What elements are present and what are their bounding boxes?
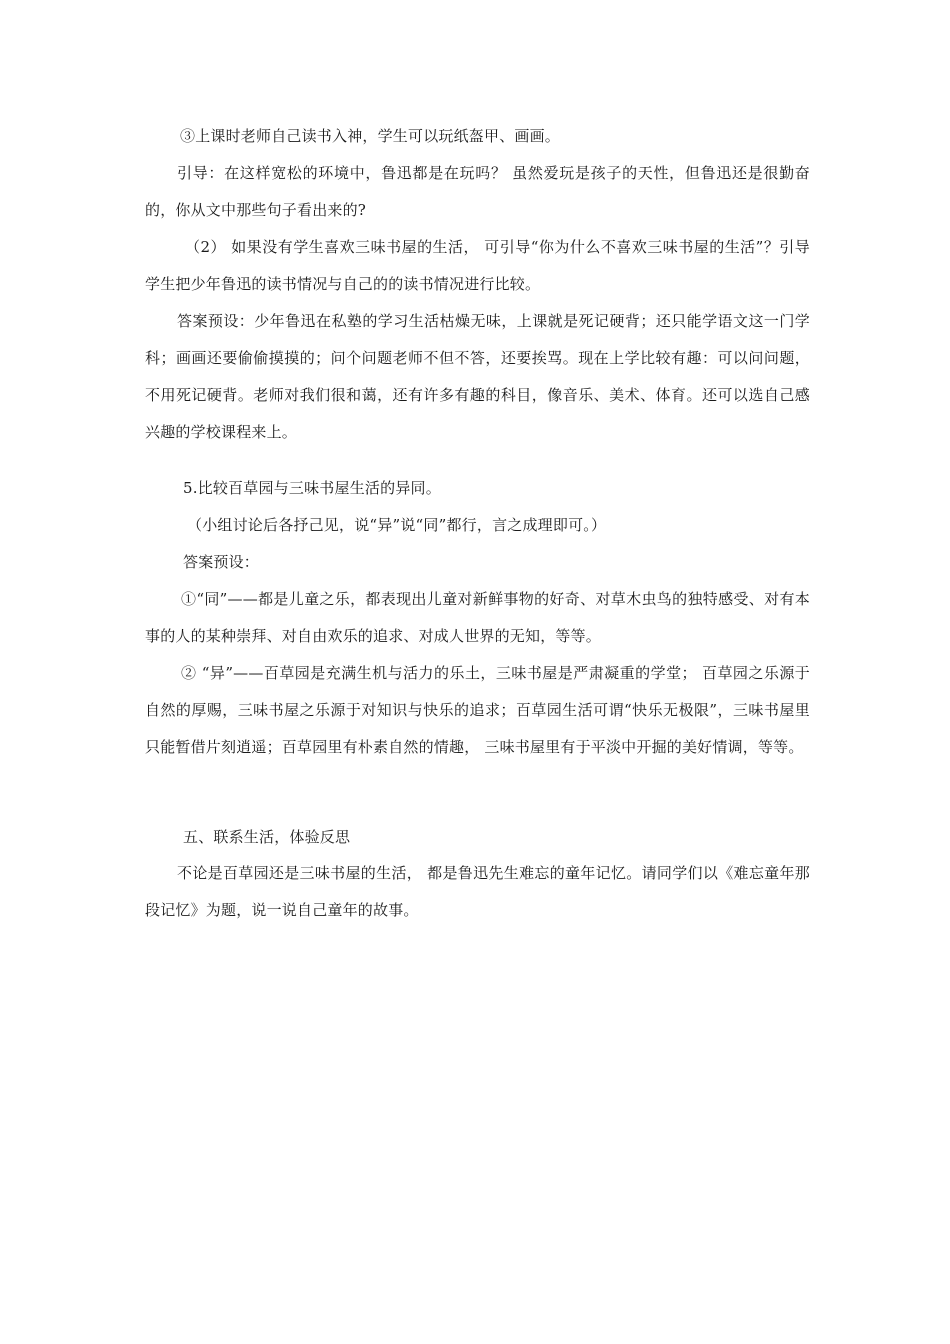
paragraph-life-reflection: 不论是百草园还是三味书屋的生活， 都是鲁迅先生难忘的童年记忆。请同学们以《难忘童年那段记忆》为题，说一说自己童年的故事。 bbox=[145, 864, 810, 919]
paragraph-group-discussion: （小组讨论后各抒己见，说“异”说“同”都行，言之成理即可。） bbox=[187, 516, 607, 534]
paragraph-similarity: ①“同”——都是儿童之乐，都表现出儿童对新鲜事物的好奇、对草木虫鸟的独特感受、对有本事的人的某种崇拜、对自由欢乐的追求、对成人世界的无知，等等。 bbox=[145, 590, 810, 645]
paragraph-answer-preset-1: 答案预设：少年鲁迅在私塾的学习生活枯燥无味，上课就是死记硬背；还只能学语文这一门学科；画画还要偷偷摸摸的；问个问题老师不但不答，还要挨骂。现在上学比较有趣：可以问问题，不用死记硬背。老师对我们很和蔼，还有许多有趣的科目，像音乐、美术、体育。还可以选自己感兴趣的学校课程来上。 bbox=[145, 312, 810, 441]
section-heading-five: 五、联系生活，体验反思 bbox=[183, 828, 351, 846]
paragraph-point-2: （2） 如果没有学生喜欢三味书屋的生活， 可引导“你为什么不喜欢三味书屋的生活”？引导学生把少年鲁迅的读书情况与自己的的读书情况进行比较。 bbox=[145, 238, 810, 293]
paragraph-guidance: 引导：在这样宽松的环境中，鲁迅都是在玩吗？ 虽然爱玩是孩子的天性，但鲁迅还是很勤奋的，你从文中那些句子看出来的? bbox=[145, 164, 810, 219]
paragraph-item-3: ③上课时老师自己读书入神，学生可以玩纸盔甲、画画。 bbox=[180, 127, 561, 145]
section-heading-5: 5.比较百草园与三味书屋生活的异同。 bbox=[183, 479, 441, 497]
paragraph-difference: ② “异”——百草园是充满生机与活力的乐土，三味书屋是严肃凝重的学堂； 百草园之乐源于自然的厚赐，三味书屋之乐源于对知识与快乐的追求；百草园生活可谓“快乐无极限”，三味书屋里只能暂借片刻逍遥；百草园里有朴素自然的情趣， 三味书屋里有于平淡中开掘的美好情调，等等。 bbox=[145, 664, 810, 756]
paragraph-answer-preset-label: 答案预设： bbox=[183, 553, 260, 571]
